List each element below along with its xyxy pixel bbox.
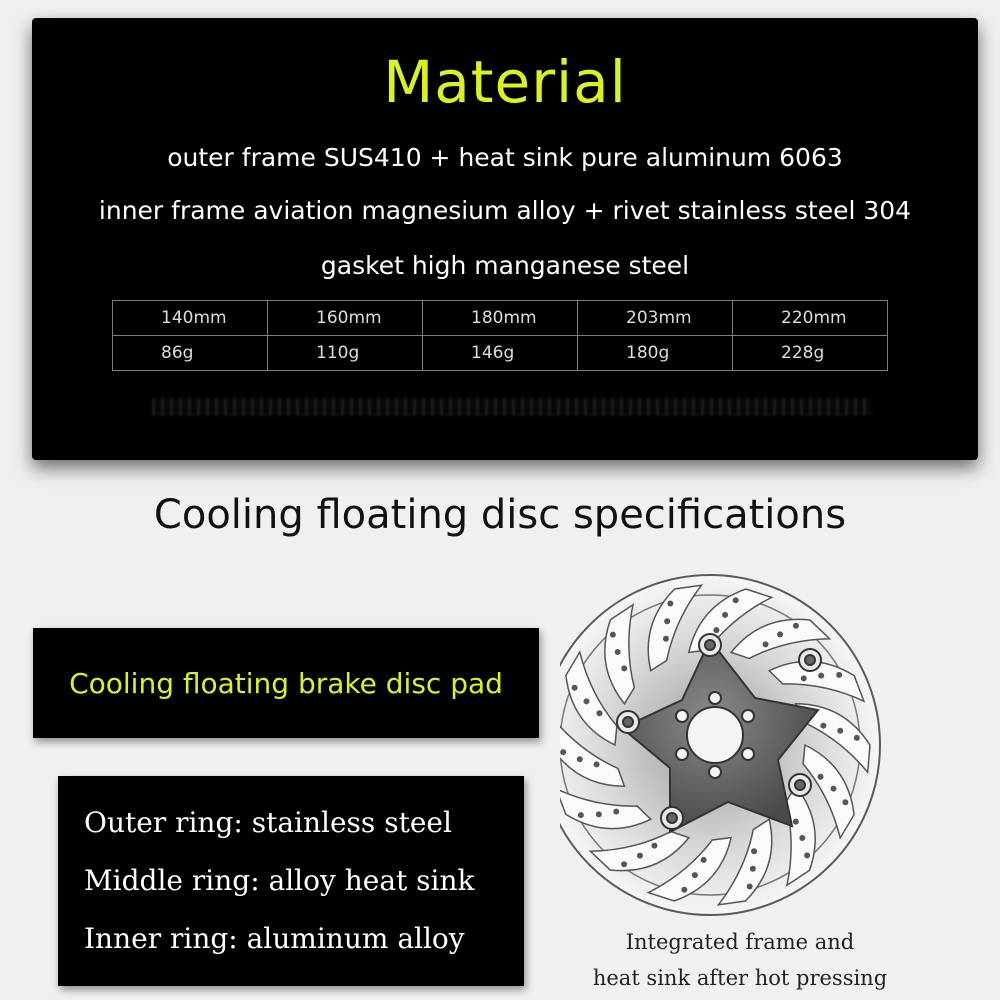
- disc-hole: [610, 632, 616, 638]
- weight-cell: 180g: [578, 336, 733, 371]
- caption-line-1: Integrated frame and: [625, 930, 855, 954]
- disc-hole: [596, 710, 602, 716]
- size-cell: 160mm: [268, 301, 423, 336]
- weight-table: [112, 300, 888, 371]
- size-cell: 140mm: [113, 301, 268, 336]
- disc-hole: [801, 675, 807, 681]
- disc-hole: [577, 756, 583, 762]
- pad-label: Cooling floating brake disc pad: [69, 666, 503, 700]
- disc-hole: [713, 627, 719, 633]
- disc-hole: [681, 887, 687, 893]
- size-cell: 220mm: [733, 301, 888, 336]
- disc-hole: [621, 861, 627, 867]
- disc-hole: [831, 786, 837, 792]
- disc-hole: [818, 774, 824, 780]
- disc-hole: [664, 618, 670, 624]
- size-cell: 180mm: [423, 301, 578, 336]
- rings-box: [58, 776, 524, 986]
- disc-hole: [596, 811, 602, 817]
- weight-cell: 228g: [733, 336, 888, 371]
- weight-cell: 146g: [423, 336, 578, 371]
- disc-hole: [621, 665, 627, 671]
- disc-hole: [722, 612, 728, 618]
- disc-hole: [572, 685, 578, 691]
- disc-hole: [836, 672, 842, 678]
- weight-cell: 110g: [268, 336, 423, 371]
- brake-disc-icon: [560, 570, 980, 930]
- disc-hole: [651, 843, 657, 849]
- disc-hole: [820, 723, 826, 729]
- disc-hole: [793, 819, 799, 825]
- disc-hole: [637, 853, 643, 859]
- disc-hole: [583, 698, 589, 704]
- caption-line-2: heat sink after hot pressing: [592, 966, 888, 990]
- size-cell: 203mm: [578, 301, 733, 336]
- disc-hole: [854, 735, 860, 741]
- material-line-1: outer frame SUS410 + heat sink pure aluminum 6063: [167, 143, 843, 172]
- weight-cell: 86g: [113, 336, 268, 371]
- disc-hole: [692, 872, 698, 878]
- disc-hole: [615, 649, 621, 655]
- section-title: Cooling floating disc specifications: [153, 492, 847, 538]
- disc-hole: [837, 728, 843, 734]
- disc-hole: [751, 848, 757, 854]
- pad-label-box: [33, 628, 539, 738]
- disc-hole: [560, 749, 566, 755]
- disc-hole: [777, 631, 783, 637]
- reflection-strip: [152, 398, 872, 416]
- disc-hole: [667, 600, 673, 606]
- middle-ring-text: Middle ring: alloy heat sink: [84, 864, 475, 897]
- disc-hole: [594, 761, 600, 767]
- outer-ring-text: Outer ring: stainless steel: [84, 806, 452, 839]
- disc-hole: [747, 884, 753, 890]
- disc-hole: [799, 835, 805, 841]
- table-row-weights: [113, 336, 888, 371]
- disc-hole: [750, 866, 756, 872]
- disc-hole: [663, 636, 669, 642]
- disc-hole: [842, 799, 848, 805]
- disc-hole: [701, 857, 707, 863]
- disc-hole: [578, 812, 584, 818]
- material-line-2: inner frame aviation magnesium alloy + rivet stainless steel 304: [98, 196, 912, 225]
- material-title: Material: [383, 48, 627, 116]
- material-line-3: gasket high manganese steel: [320, 251, 690, 280]
- disc-hole: [793, 623, 799, 629]
- table-row-sizes: [113, 301, 888, 336]
- disc-hole: [613, 809, 619, 815]
- material-panel: [32, 18, 978, 460]
- disc-hole: [818, 673, 824, 679]
- disc-hole: [804, 852, 810, 858]
- inner-ring-text: Inner ring: aluminum alloy: [84, 922, 465, 955]
- disc-hole: [733, 597, 739, 603]
- disc-hole: [763, 641, 769, 647]
